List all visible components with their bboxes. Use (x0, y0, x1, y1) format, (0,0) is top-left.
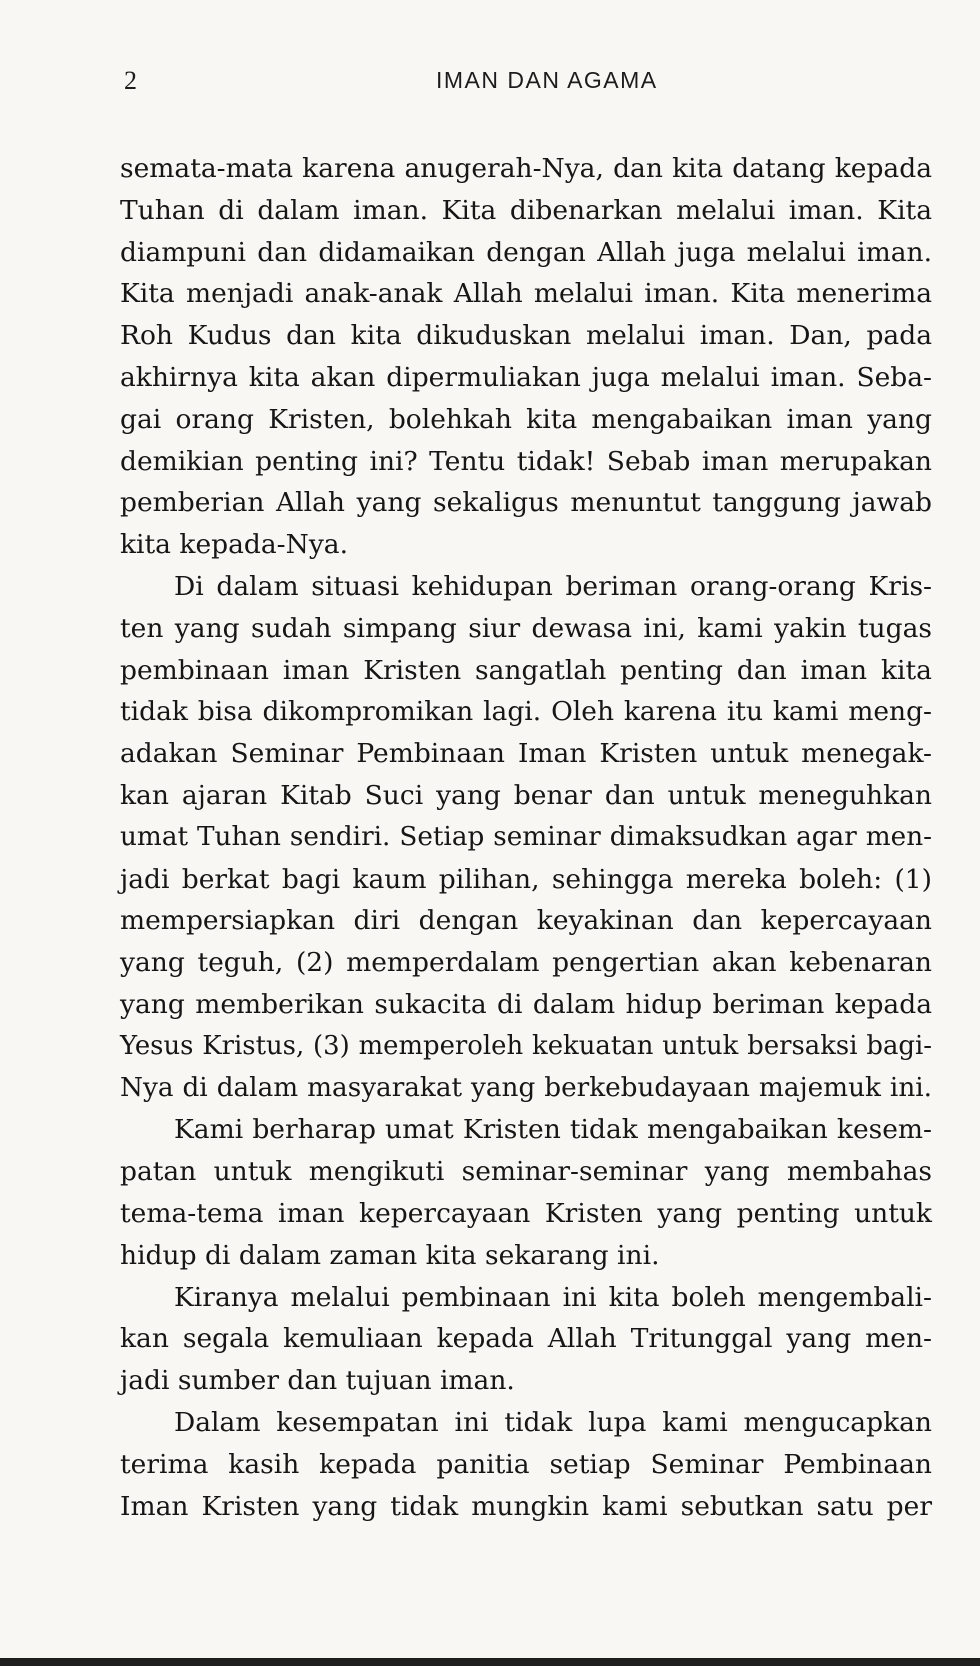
text-line: Dalam kesempatan ini tidak lupa kami mengucapkan (174, 1406, 932, 1438)
text-line: Iman Kristen yang tidak mungkin kami sebutkan satu per (120, 1490, 932, 1522)
text-line: umat Tuhan sendiri. Setiap seminar dimaksudkan agar men- (120, 821, 932, 852)
text-line: semata-mata karena anugerah-Nya, dan kita datang kepada (120, 153, 932, 184)
paragraph (120, 1402, 932, 1527)
text-line: kita kepada-Nya. (120, 529, 349, 561)
paragraph (120, 1109, 932, 1276)
text-line: gai orang Kristen, bolehkah kita mengabaikan iman yang (120, 403, 932, 435)
text-line: jadi berkat bagi kaum pilihan, sehingga mereka boleh: (1) (120, 863, 932, 895)
text-line: Kita menjadi anak-anak Allah melalui iman. Kita menerima (120, 278, 932, 310)
text-line: mempersiapkan diri dengan keyakinan dan kepercayaan (120, 905, 932, 937)
text-line: Nya di dalam masyarakat yang berkebudayaan majemuk ini. (120, 1072, 932, 1103)
running-title: IMAN DAN AGAMA (436, 67, 658, 93)
paragraph (120, 566, 932, 1109)
text-line: tema-tema iman kepercayaan Kristen yang penting untuk (120, 1197, 932, 1229)
text-line: pemberian Allah yang sekaligus menuntut tanggung jawab (120, 487, 932, 519)
text-line: yang memberikan sukacita di dalam hidup beriman kepada (120, 988, 932, 1020)
text-line: hidup di dalam zaman kita sekarang ini. (120, 1239, 660, 1271)
page-number: 2 (124, 66, 138, 95)
text-line: terima kasih kepada panitia setiap Seminar Pembinaan (120, 1448, 932, 1480)
text-line: diampuni dan didamaikan dengan Allah juga melalui iman. (120, 236, 932, 268)
text-line: Di dalam situasi kehidupan beriman orang-orang Kris- (174, 570, 932, 602)
text-line: jadi sumber dan tujuan iman. (120, 1365, 515, 1397)
text-line: pembinaan iman Kristen sangatlah penting dan iman kita (120, 654, 932, 686)
text-line: kan ajaran Kitab Suci yang benar dan untuk meneguhkan (120, 779, 932, 811)
text-line: Yesus Kristus, (3) memperoleh kekuatan untuk bersaksi bagi- (120, 1030, 932, 1061)
text-line: yang teguh, (2) memperdalam pengertian akan kebenaran (120, 947, 932, 979)
paragraph (120, 1277, 932, 1402)
text-line: Kami berharap umat Kristen tidak mengabaikan kesem- (174, 1114, 932, 1146)
body-text (120, 148, 932, 1527)
text-line: adakan Seminar Pembinaan Iman Kristen untuk menegak- (120, 738, 932, 770)
text-line: akhirnya kita akan dipermuliakan juga melalui iman. Seba- (120, 361, 932, 393)
text-line: patan untuk mengikuti seminar-seminar yang membahas (120, 1156, 932, 1188)
text-line: demikian penting ini? Tentu tidak! Sebab iman merupakan (120, 445, 932, 477)
scan-bottom-edge (0, 1658, 980, 1666)
text-line: ten yang sudah simpang siur dewasa ini, kami yakin tugas (120, 612, 932, 644)
text-line: tidak bisa dikompromikan lagi. Oleh karena itu kami meng- (120, 696, 932, 728)
text-line: Tuhan di dalam iman. Kita dibenarkan melalui iman. Kita (120, 194, 932, 226)
paragraph (120, 148, 932, 566)
text-line: kan segala kemuliaan kepada Allah Tritunggal yang men- (120, 1323, 932, 1355)
page-header (120, 66, 932, 106)
text-line: Kiranya melalui pembinaan ini kita boleh mengembali- (174, 1281, 932, 1313)
text-line: Roh Kudus dan kita dikuduskan melalui iman. Dan, pada (120, 320, 932, 352)
